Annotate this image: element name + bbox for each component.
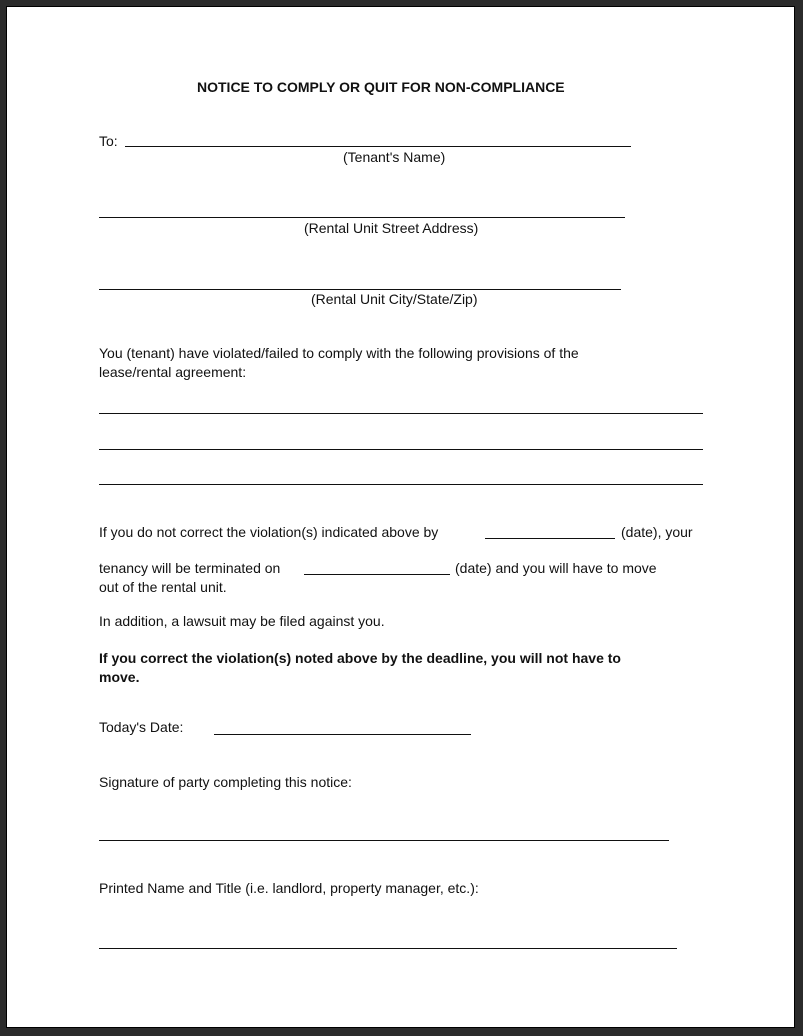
bold-notice-line-2: move. xyxy=(99,669,140,685)
printed-name-line[interactable] xyxy=(99,948,677,949)
termination-date-suffix: (date) and you will have to move xyxy=(455,560,657,576)
notice-page xyxy=(6,6,795,1028)
city-state-zip-line[interactable] xyxy=(99,289,621,290)
notice-title: NOTICE TO COMPLY OR QUIT FOR NON-COMPLIANCE xyxy=(197,79,565,95)
todays-date-label: Today's Date: xyxy=(99,719,184,735)
street-address-line[interactable] xyxy=(99,217,625,218)
tenancy-terminated-text: tenancy will be terminated on xyxy=(99,560,281,576)
violation-line-2[interactable] xyxy=(99,449,703,450)
violation-line-3[interactable] xyxy=(99,484,703,485)
move-out-text: out of the rental unit. xyxy=(99,579,227,595)
signature-label: Signature of party completing this notice: xyxy=(99,774,352,790)
lawsuit-text: In addition, a lawsuit may be filed against you. xyxy=(99,613,385,629)
violation-intro-line-2: lease/rental agreement: xyxy=(99,364,247,380)
correct-by-text: If you do not correct the violation(s) indicated above by xyxy=(99,524,439,540)
correct-by-date-line[interactable] xyxy=(485,538,615,539)
termination-date-line[interactable] xyxy=(304,574,450,575)
tenant-name-caption: (Tenant's Name) xyxy=(343,149,446,165)
todays-date-line[interactable] xyxy=(214,734,471,735)
violation-intro-line-1: You (tenant) have violated/failed to comply with the following provisions of the xyxy=(99,345,579,361)
to-label: To: xyxy=(99,133,118,149)
city-state-zip-caption: (Rental Unit City/State/Zip) xyxy=(311,291,478,307)
street-address-caption: (Rental Unit Street Address) xyxy=(304,220,479,236)
violation-line-1[interactable] xyxy=(99,413,703,414)
printed-name-label: Printed Name and Title (i.e. landlord, property manager, etc.): xyxy=(99,880,479,896)
signature-line[interactable] xyxy=(99,840,669,841)
tenant-name-line[interactable] xyxy=(125,146,631,147)
bold-notice-line-1: If you correct the violation(s) noted above by the deadline, you will not have to xyxy=(99,650,621,666)
correct-by-date-suffix: (date), your xyxy=(621,524,693,540)
